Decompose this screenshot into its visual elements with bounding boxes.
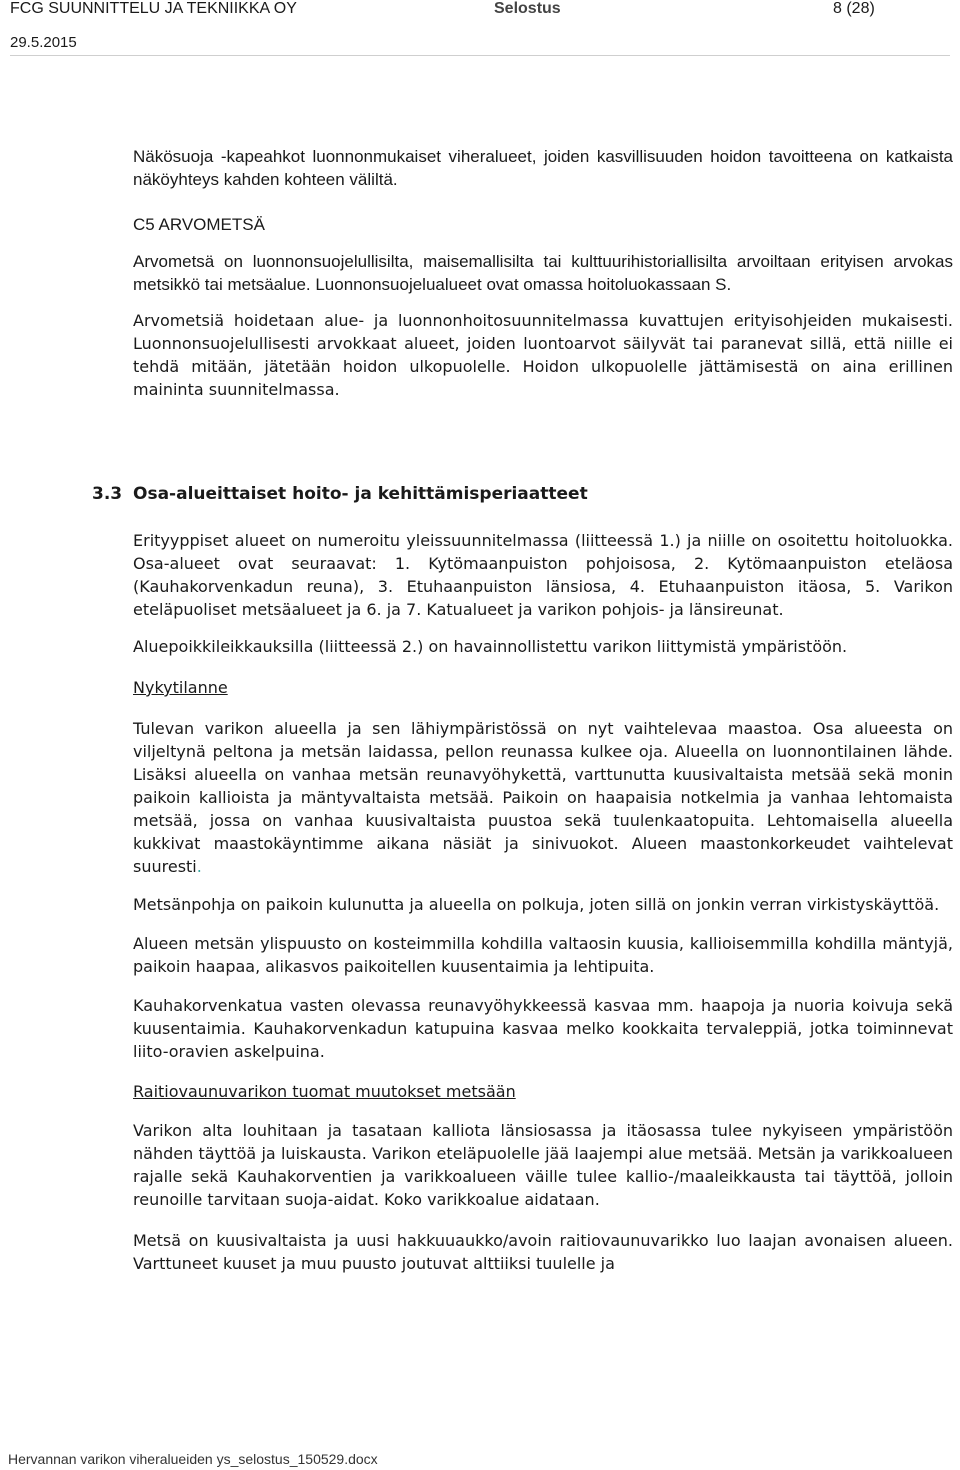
- c5-title: C5 ARVOMETSÄ: [133, 215, 265, 234]
- section-paragraph-2: Aluepoikkileikkauksilla (liitteessä 2.) on havainnollistettu varikon liittymistä ympäristöön.: [133, 637, 848, 656]
- header-divider: [10, 55, 950, 56]
- document-body: [133, 145, 953, 401]
- nykytilanne-paragraph-1: Tulevan varikon alueella ja sen lähiympäristössä on nyt vaihtelevaa maastoa. Osa alueesta on viljeltynä peltona ja metsän laidassa, pellon reunassa kulkee oja. Alueella on luonnontilainen lähde. Lisäksi alueella on vanhaa metsän reunavyöhykettä, varttunutta kuusivaltaista metsää sekä monin paikoin kallioista ja mäntyvaltaista metsää. Paikoin on haapaisia notkelmia ja vanhaa lehtomaista metsää, jossa on vanhaa kuusivaltaista puustoa sekä tuulenkaatopuita. Lehtomaisella alueella kukkivat maastokäyntimme aikana näsiät ja sinivuokot. Alueen maastonkorkeudet vaihtelevat suuresti.: [133, 719, 953, 876]
- nykytilanne-paragraph-4: Kauhakorvenkatua vasten olevassa reunavyöhykkeessä kasvaa mm. haapoja ja nuoria koivuja sekä kuusentaimia. Kauhakorvenkadun katupuina kasvaa melko kookkaita tervaleppiä, jotka toiminnevat liito-oravien askelpuina.: [133, 996, 953, 1061]
- company-name: FCG SUUNNITTELU JA TEKNIIKKA OY: [10, 0, 297, 17]
- nykytilanne-paragraph-3: Alueen metsän ylispuusto on kosteimmilla kohdilla valtaosin kuusia, kallioisemmilla kohdilla mäntyjä, paikoin haapaa, alikasvos paikoitellen kuusentaimia ja lehtipuita.: [133, 934, 953, 976]
- section-paragraph-1: Erityyppiset alueet on numeroitu yleissuunnitelmassa (liitteessä 1.) ja niille on osoitettu hoitoluokka. Osa-alueet ovat seuraavat: 1. Kytömaanpuiston pohjoisosa, 2. Kytömaanpuiston eteläosa (Kauhakorvenkadun reuna), 3. Etuhaanpuiston länsiosa, 4. Etuhaanpuiston itäosa, 5. Varikon eteläpuoliset metsäalueet ja 6. ja 7. Katualueet ja varikon pohjois- ja länsireunat.: [133, 531, 953, 619]
- raitio-paragraph-1: Varikon alta louhitaan ja tasataan kalliota länsiosassa ja itäosassa tulee nykyiseen ympäristöön nähden täyttöä ja luiskausta. Varikon eteläpuolelle jää laajempi alue metsää. Metsän ja varikkoalueen rajalle sekä Kauhakorventien ja varikkoalueen väille tulee kallio-/maaleikkausta tai täyttöä, jolloin reunoille tarvitaan suoja-aidat. Koko varikkoalue aidataan.: [133, 1121, 953, 1209]
- page-header: [0, 0, 960, 58]
- c5-paragraph-1: Arvometsä on luonnonsuojelullisilta, maisemallisilta tai kulttuurihistoriallisilta arvoiltaan erityisen arvokas metsikkö tai metsäalue. Luonnonsuojelualueet ovat omassa hoitoluokassaan S.: [133, 252, 953, 294]
- raitio-heading: Raitiovaunuvarikon tuomat muutokset metsään: [133, 1082, 516, 1101]
- accent-period: .: [196, 857, 202, 876]
- nykytilanne-paragraph-2: Metsänpohja on paikoin kulunutta ja alueella on polkuja, joten sillä on jonkin verran virkistyskäyttöä.: [133, 895, 940, 914]
- nykytilanne-heading: Nykytilanne: [133, 678, 228, 697]
- document-date: 29.5.2015: [10, 34, 77, 51]
- raitio-paragraph-2: Metsä on kuusivaltaista ja uusi hakkuuaukko/avoin raitiovaunuvarikko luo laajan avonaisen alueen. Varttuneet kuuset ja muu puusto joutuvat alttiiksi tuulelle ja: [133, 1231, 953, 1273]
- c5-paragraph-2: Arvometsiä hoidetaan alue- ja luonnonhoitosuunnitelmassa kuvattujen erityisohjeiden mukaisesti. Luonnonsuojelullisesti arvokkaat alueet, joiden luontoarvot säilyvät tai paranevat sillä, että niille ei tehdä mitään, jätetään hoidon ulkopuolelle. Hoidon ulkopuolelle jättämisestä on aina erillinen maininta suunnitelmassa.: [133, 311, 953, 399]
- document-type: Selostus: [494, 0, 561, 17]
- section-heading: [92, 484, 588, 504]
- page-footer: Hervannan varikon viheralueiden ys_selostus_150529.docx: [8, 1451, 378, 1467]
- intro-paragraph: Näkösuoja -kapeahkot luonnonmukaiset viheralueet, joiden kasvillisuuden hoidon tavoitteena on katkaista näköyhteys kahden kohteen väliltä.: [133, 147, 953, 189]
- page-number: 8 (28): [833, 0, 875, 17]
- section-number: 3.3: [92, 484, 123, 504]
- section-body: [133, 529, 953, 1275]
- section-title: Osa-alueittaiset hoito- ja kehittämisperiaatteet: [133, 484, 588, 504]
